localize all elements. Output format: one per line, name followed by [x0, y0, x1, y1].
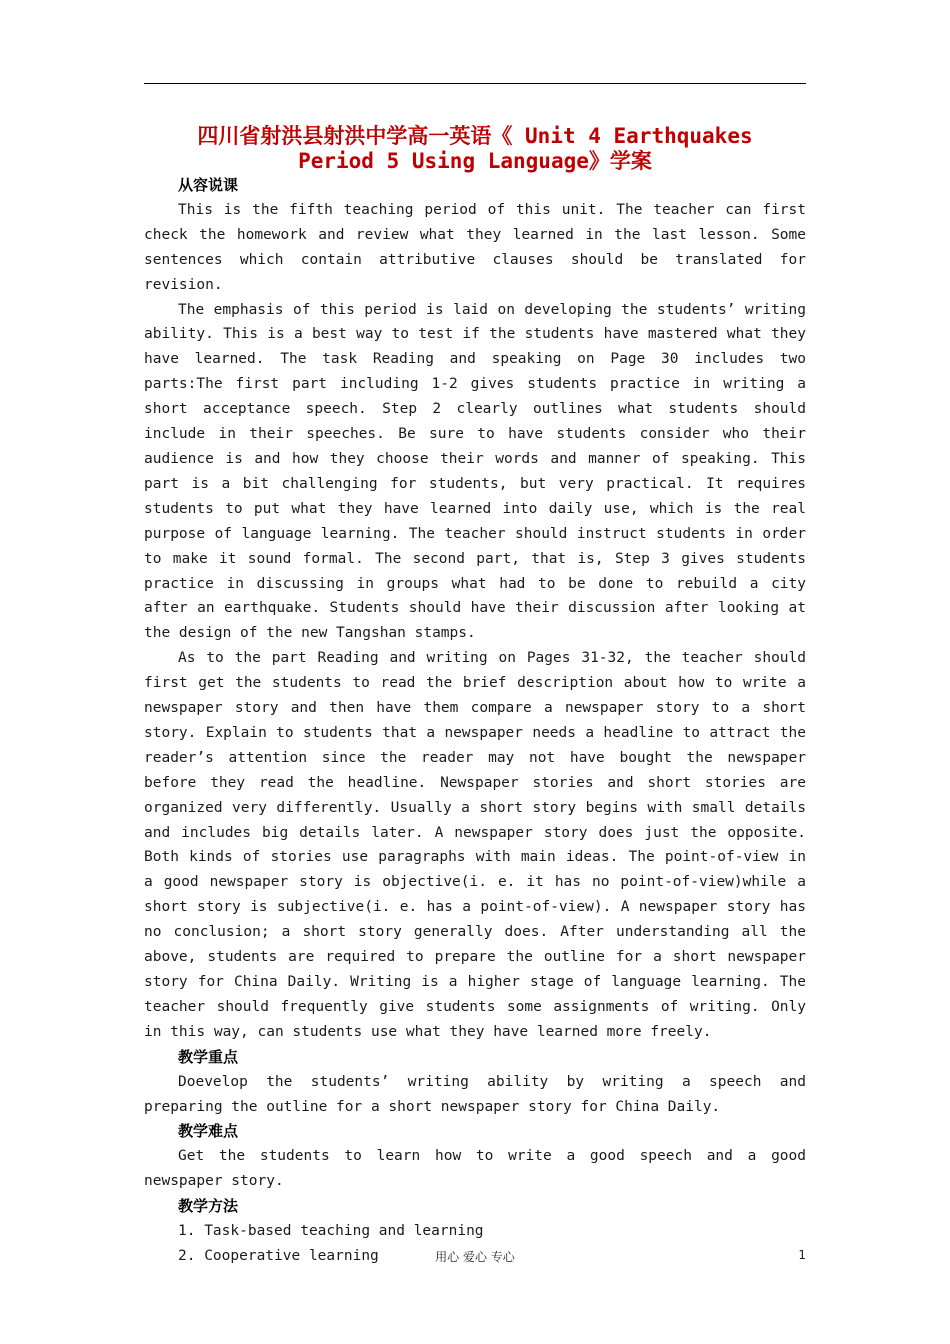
paragraph: Doevelop the students’ writing ability by writing a speech and preparing the outline for a short newspaper story for China Daily. — [144, 1073, 806, 1115]
section-heading-key-points: 教学重点 — [178, 1047, 239, 1066]
paragraph: This is the fifth teaching period of this unit. The teacher can first check the homework and review what they learned in the last lesson. Some sentences which contain attributive clauses should be translated for revision. — [144, 201, 806, 293]
page-number: 1 — [798, 1248, 806, 1262]
paragraph: As to the part Reading and writing on Pages 31-32, the teacher should first get the students to read the brief description about how to write a newspaper story and then have them compare a newspaper story to a short story. Explain to students that a newspaper needs a headline to attract the reader’s attention since the reader may not have bought the newspaper before they read the headline. Newspaper stories and short stories are organized very differently. Usually a short story begins with small details and includes big details later. A newspaper story does just the opposite. Both kinds of stories use paragraphs with main ideas. The point-of-view in a good newspaper story is objective(i. e. it has no point-of-view)while a short story is subjective(i. e. has a point-of-view). A newspaper story has no conclusion; a short story generally does. After understanding all the above, students are required to prepare the outline for a short newspaper story for China Daily. Writing is a higher stage of language learning. The teacher should frequently give students some assignments of writing. Only in this way, can students use what they have learned more freely. — [144, 650, 806, 1040]
document-title-line-2: Period 5 Using Language》学案 — [298, 149, 652, 173]
document-title-line-1: 四川省射洪县射洪中学高一英语《 Unit 4 Earthquakes — [197, 124, 753, 148]
document-body — [144, 173, 806, 1269]
section-heading-lesson-talk: 从容说课 — [178, 176, 239, 194]
list-item: 2. Cooperative learning — [178, 1247, 379, 1264]
header-rule — [144, 83, 806, 84]
section-heading-difficulties: 教学难点 — [178, 1122, 239, 1141]
paragraph: Get the students to learn how to write a good speech and a good newspaper story. — [144, 1148, 806, 1190]
section-heading-methods: 教学方法 — [178, 1197, 239, 1216]
list-item: 1. Task-based teaching and learning — [178, 1223, 484, 1240]
paragraph: The emphasis of this period is laid on developing the students’ writing ability. This is a best way to test if the students have mastered what they have learned. The task Reading and speaking on Page 30 includes two parts:The first part including 1-2 gives students practice in writing a short acceptance speech. Step 2 clearly outlines what students should include in their speeches. Be sure to have students consider who their audience is and how they choose their words and manner of speaking. This part is a bit challenging for students, but very practical. It requires students to put what they have learned into daily use, which is the real purpose of language learning. The teacher should instruct students in order to make it sound formal. The second part, that is, Step 3 gives students practice in discussing in groups what had to be done to rebuild a city after an earthquake. Students should have their discussion after looking at the design of the new Tangshan stamps. — [144, 301, 806, 642]
footer-text: 用心 爱心 专心 — [435, 1250, 515, 1264]
